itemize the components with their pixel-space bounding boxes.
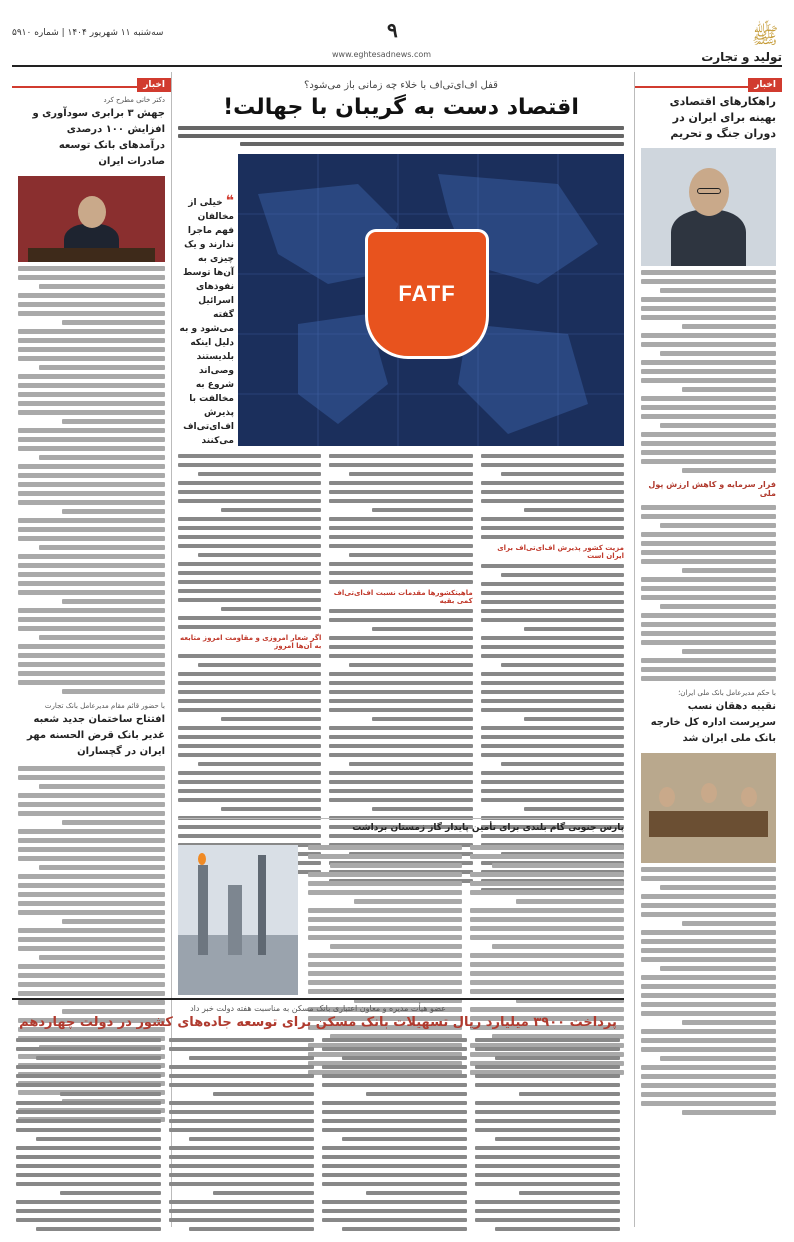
- inline-subhead: اگر شعار امروزی و مقاومت امروز متابعه به آن‌ها امروز: [179, 634, 322, 650]
- page-header: [12, 10, 782, 64]
- story-byline: با حکم مدیرعامل بانک ملی ایران؛: [678, 689, 776, 697]
- lead-story: [178, 72, 624, 897]
- bottom-story: [12, 998, 624, 1227]
- left-headline-2[interactable]: افتتاح ساختمان جدید شعبه غدیر بانک قرض الحسنه مهر ایران در گچساران: [27, 714, 165, 757]
- quote-mark-icon: ❝: [225, 193, 234, 209]
- right-headline-2[interactable]: نقیبه دهقان نسب سرپرست اداره کل خارجه بانک ملی ایران شد: [650, 701, 776, 744]
- page-number: ۹: [387, 18, 398, 42]
- inline-subhead: مزیت کشور پذیرش اف‌ای‌تی‌اف برای ایران است: [497, 544, 624, 560]
- bottom-body: [12, 1038, 624, 1236]
- article-body: [641, 867, 776, 1115]
- speaker-photo: [18, 176, 165, 262]
- portrait-photo: [641, 148, 776, 266]
- pull-quote: ❝ خیلی از مخالفان فهم ماجرا ندارند و یک چیزی به آن‌ها توسط نفوذهای اسرائیل گفته می‌شود و به دلیل اینکه بلدیستند وصی‌اند شروع به مخالفت با پذیرش اف‌ای‌تی‌اف می‌کنند: [179, 193, 234, 446]
- newspaper-logo-icon: ﷺ: [751, 24, 779, 49]
- lead-image-area: [178, 154, 624, 446]
- world-map-image: [238, 154, 624, 446]
- inline-subhead: ماهیتکشورها مقدمات نسبت اف‌ای‌تی‌اف کمی بقیه: [333, 589, 473, 605]
- section-title: تولید و تجارت: [701, 50, 782, 64]
- right-column: [634, 72, 782, 1227]
- news-tag: اخبار: [137, 78, 171, 92]
- header-rule: [12, 65, 782, 67]
- article-body: [641, 505, 776, 681]
- news-tag: اخبار: [748, 78, 782, 92]
- lead-kicker: قفل اف‌ای‌تی‌اف با خلاء چه زمانی باز می‌شود؟: [304, 80, 498, 91]
- left-headline[interactable]: جهش ۳ برابری سودآوری و افزایش ۱۰۰ درصدی درآمدهای بانک توسعه صادرات ایران: [32, 108, 165, 167]
- site-url[interactable]: www.eghtesadnews.com: [332, 50, 432, 59]
- lead-headline[interactable]: اقتصاد دست به گریبان با جهالت!: [223, 95, 579, 120]
- article-subhead: فرار سرمایه و کاهش ارزش پول ملی: [648, 480, 776, 498]
- refinery-photo: [178, 845, 298, 995]
- right-headline[interactable]: راهکارهای اقتصادی بهینه برای ایران در دوران جنگ و تحریم: [669, 95, 776, 140]
- lead-intro: [178, 126, 624, 146]
- gas-headline[interactable]: پارس جنوبی گام بلندی برای تأمین پایدار گاز زمستان برداشت: [352, 823, 624, 833]
- article-body: [641, 270, 776, 473]
- story-byline: با حضور قائم مقام مدیرعامل بانک تجارت: [44, 702, 165, 710]
- meeting-photo: [641, 753, 776, 863]
- bottom-headline[interactable]: پرداخت ۳۹۰۰ میلیارد ریال تسهیلات بانک مسکن برای توسعه جاده‌های کشور در دولت چهاردهم: [19, 1015, 617, 1030]
- gas-story: [178, 818, 624, 998]
- bottom-kicker: عضو هیأت مدیره و معاون اعتباری بانک مسکن به مناسبت هفته دولت خبر داد: [190, 1004, 446, 1013]
- story-byline: دکتر خانی مطرح کرد: [103, 96, 165, 104]
- fatf-logo: FATF: [368, 232, 486, 356]
- article-body: [18, 266, 165, 694]
- issue-line: سه‌شنبه ۱۱ شهریور ۱۴۰۴ | شماره ۵۹۱۰: [12, 28, 164, 38]
